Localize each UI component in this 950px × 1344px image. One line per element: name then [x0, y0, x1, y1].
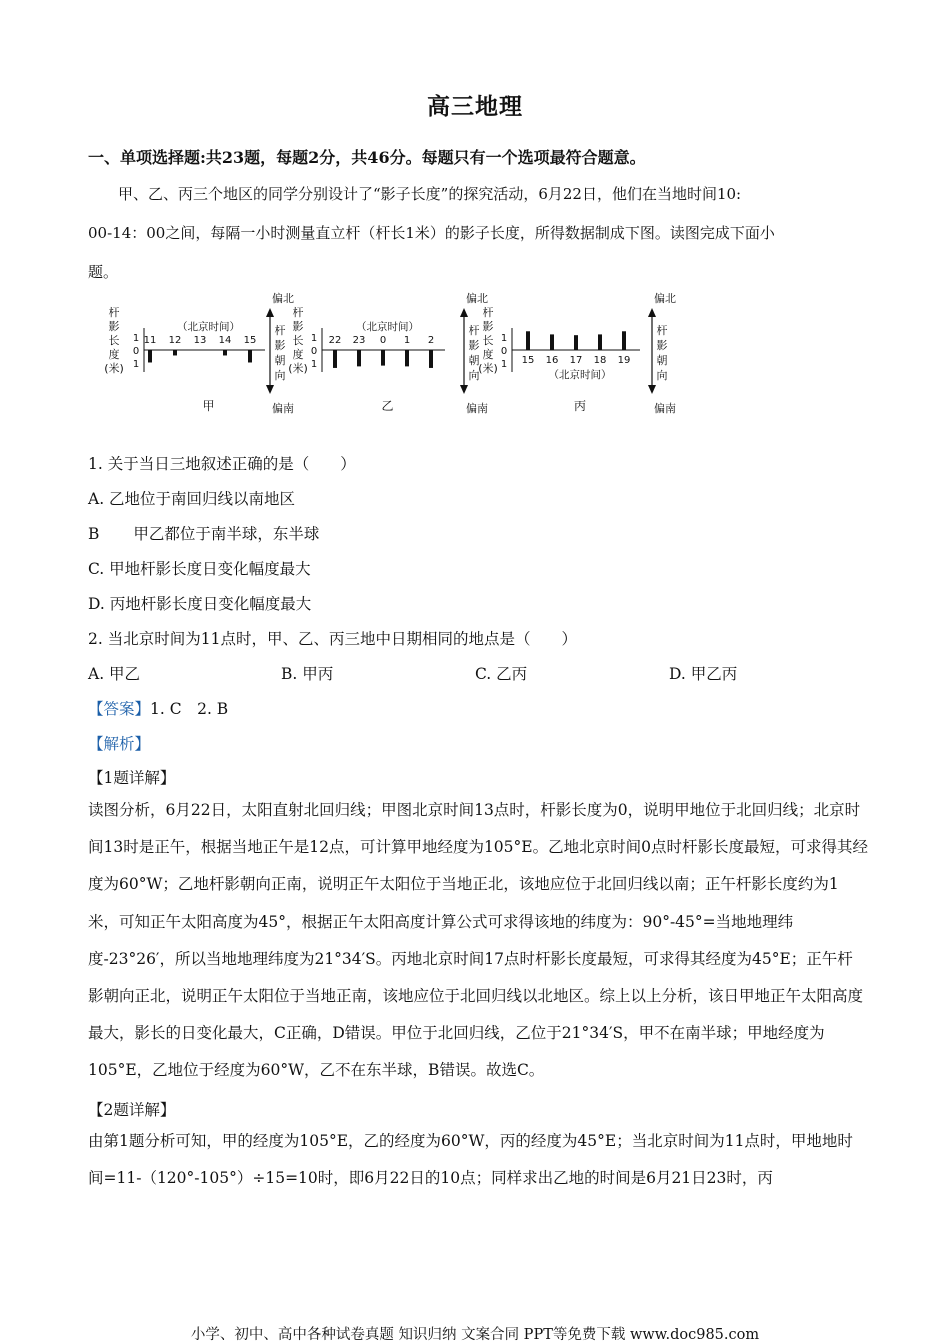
shadow-bar [622, 331, 626, 350]
direction-label-char: 杆 [468, 324, 480, 337]
shadow-bar [333, 350, 337, 368]
y-axis-label-char: 杆 [482, 306, 494, 319]
stem-line-3: 题。 [88, 263, 119, 281]
beijing-time-label: （北京时间） [548, 369, 612, 381]
direction-label-char: 向 [274, 369, 286, 382]
question-2-option-c: C. 乙丙 [475, 665, 528, 683]
time-tick-label: 13 [193, 335, 207, 346]
direction-label-char: 朝 [656, 354, 668, 367]
question-1-stem: 1. 关于当日三地叙述正确的是（ ） [88, 455, 356, 473]
y-axis-label-char: 影 [482, 320, 494, 333]
time-tick-label: 15 [521, 355, 535, 366]
y-axis-label-char: 影 [108, 320, 120, 333]
y-tick-label: 0 [132, 346, 140, 357]
y-axis-label-char: 长 [482, 334, 494, 347]
y-tick-label: 0 [310, 346, 318, 357]
time-tick-label: 0 [379, 335, 387, 346]
arrow-down-icon [266, 385, 274, 394]
direction-label-char: 杆 [274, 324, 286, 337]
analysis-label: 【解析】 [88, 735, 151, 753]
y-axis-label-char: (米) [104, 362, 124, 375]
stem-line-2: 00-14：00之间，每隔一小时测量直立杆（杆长1米）的影子长度，所得数据制成下图。读图完成下面小 [88, 224, 775, 242]
page-title: 高三地理 [427, 93, 523, 120]
direction-label-char: 朝 [468, 354, 480, 367]
answer-text: 1. C 2. B [150, 700, 229, 718]
time-tick-label: 22 [328, 335, 342, 346]
beijing-time-label: （北京时间） [177, 321, 240, 333]
direction-label-char: 影 [468, 339, 480, 352]
direction-label-char: 杆 [656, 324, 668, 337]
y-axis-label-char: 杆 [292, 306, 304, 319]
time-tick-label: 17 [569, 355, 583, 366]
shadow-bar [381, 350, 385, 366]
question-2-option-a: A. 甲乙 [88, 665, 141, 683]
shadow-bar [173, 350, 177, 355]
question-1-option-b [88, 522, 319, 544]
panel-name: 丙 [573, 399, 587, 413]
time-tick-label: 12 [168, 335, 182, 346]
detail-2-label: 【2题详解】 [88, 1101, 176, 1119]
stem-line-1: 甲、乙、丙三个地区的同学分别设计了“影子长度”的探究活动，6月22日，他们在当地时间10: [118, 185, 742, 203]
question-2-stem: 2. 当北京时间为11点时，甲、乙、丙三地中日期相同的地点是（ ） [88, 630, 577, 648]
y-tick-label: 0 [500, 346, 508, 357]
south-label: 偏南 [654, 402, 676, 415]
north-label: 偏北 [466, 292, 488, 305]
shadow-bar [526, 331, 530, 350]
y-tick-label: 1 [310, 333, 318, 344]
y-axis-label-char: 影 [292, 320, 304, 333]
option-b-text: 甲乙都位于南半球，东半球 [133, 525, 320, 543]
time-tick-label: 16 [545, 355, 559, 366]
y-axis-label-char: 长 [292, 334, 304, 347]
shadow-bar [429, 350, 433, 368]
time-tick-label: 11 [143, 335, 157, 346]
arrow-down-icon [460, 385, 468, 394]
arrow-up-icon [648, 308, 656, 317]
question-2-option-b: B. 甲丙 [281, 665, 334, 683]
answer-label: 【答案】 [88, 700, 151, 718]
y-axis-label-char: 杆 [108, 306, 120, 319]
time-tick-label: 19 [617, 355, 631, 366]
time-tick-label: 18 [593, 355, 607, 366]
time-tick-label: 14 [218, 335, 232, 346]
arrow-up-icon [460, 308, 468, 317]
y-tick-label: 1 [310, 359, 318, 370]
answer-line [88, 697, 228, 719]
south-label: 偏南 [272, 402, 294, 415]
shadow-bar [357, 350, 361, 366]
shadow-length-figure [100, 292, 700, 422]
y-tick-label: 1 [500, 359, 508, 370]
shadow-bar [574, 335, 578, 350]
question-1-option-c: C. 甲地杆影长度日变化幅度最大 [88, 560, 311, 578]
question-1-option-a: A. 乙地位于南回归线以南地区 [88, 490, 296, 508]
option-b-letter: B [88, 525, 100, 543]
y-axis-label-char: (米) [288, 362, 308, 375]
arrow-down-icon [648, 385, 656, 394]
direction-label-char: 影 [274, 339, 286, 352]
question-stem [88, 175, 868, 292]
direction-label-char: 向 [468, 369, 480, 382]
shadow-bar [148, 350, 152, 362]
direction-label-char: 向 [656, 369, 668, 382]
north-label: 偏北 [654, 292, 676, 305]
direction-label-char: 朝 [274, 354, 286, 367]
section-header: 一、单项选择题:共23题，每题2分，共46分。每题只有一个选项最符合题意。 [88, 148, 646, 167]
page-footer: 小学、初中、高中各种试卷真题 知识归纳 文案合同 PPT等免费下载 www.doc985.com [190, 1327, 760, 1343]
y-axis-label-char: 度 [292, 348, 304, 361]
time-tick-label: 15 [243, 335, 257, 346]
shadow-bar [248, 350, 252, 362]
south-label: 偏南 [466, 402, 488, 415]
y-tick-label: 1 [500, 333, 508, 344]
time-tick-label: 23 [352, 335, 366, 346]
panel-name: 甲 [202, 399, 215, 413]
time-tick-label: 2 [427, 335, 435, 346]
detail-1-text: 读图分析，6月22日，太阳直射北回归线；甲图北京时间13点时，杆影长度为0，说明甲地位于北回归线；北京时间13时是正午，根据当地正午是12点，可计算甲地经度为105°E。乙地北京时间0点时杆影长度最短，可求得其经度为60°W；乙地杆影朝向正南，说明正午太阳位于当地正北，该地应位于北回归线以南；正午杆影长度约为1米，可知正午太阳高度为45°，根据正午太阳高度计算公式可求得该地的纬度为：90°-45°=当地地理纬度-23°26′，所以当地地理纬度为21°34′S。丙地北京时间17点时杆影长度最短，可求得其经度为45°E；正午杆影朝向正北，说明正午太阳位于当地正南，该地应位于北回归线以北地区。综上以上分析，该日甲地正午太阳高度最大，影长的日变化最大，C正确，D错误。甲位于北回归线，乙位于21°34′S，甲不在南半球；甲地经度为105°E，乙地位于经度为60°W，乙不在东半球，B错误。故选C。 [88, 801, 868, 1080]
detail-1-label: 【1题详解】 [88, 769, 176, 787]
beijing-time-label: （北京时间） [356, 321, 419, 333]
shadow-bar [223, 350, 227, 355]
shadow-bar [405, 350, 409, 366]
shadow-bar [598, 334, 602, 350]
direction-label-char: 影 [656, 339, 668, 352]
y-tick-label: 1 [132, 359, 140, 370]
question-2-option-d: D. 甲乙丙 [669, 665, 738, 683]
time-tick-label: 1 [403, 335, 411, 346]
arrow-up-icon [266, 308, 274, 317]
panel-name: 乙 [381, 399, 394, 413]
y-axis-label-char: 长 [108, 334, 120, 347]
shadow-bar [550, 334, 554, 350]
y-axis-label-char: (米) [478, 362, 498, 375]
north-label: 偏北 [272, 292, 294, 305]
y-axis-label-char: 度 [482, 348, 494, 361]
y-axis-label-char: 度 [108, 348, 120, 361]
question-1-option-d: D. 丙地杆影长度日变化幅度最大 [88, 595, 312, 613]
detail-2-text: 由第1题分析可知，甲的经度为105°E，乙的经度为60°W，丙的经度为45°E；当北京时间为11点时，甲地地时间=11-（120°-105°）÷15=10时，即6月22日的10点；同样求出乙地的时间是6月21日23时，丙 [88, 1132, 853, 1188]
y-tick-label: 1 [132, 333, 140, 344]
